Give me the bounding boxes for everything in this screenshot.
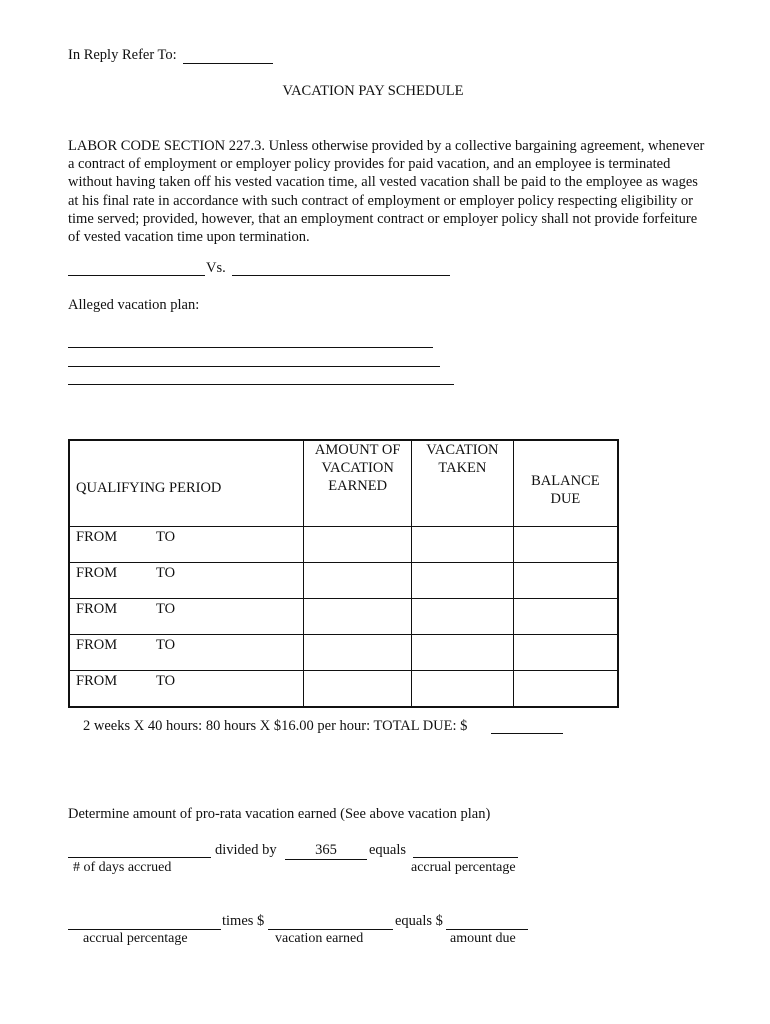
plan-line-3[interactable]	[68, 368, 454, 385]
balance-cell[interactable]	[513, 599, 618, 635]
from-label: FROM	[76, 565, 118, 581]
header-balance-line: DUE	[550, 490, 581, 507]
table-row	[69, 527, 618, 563]
header-earned-line: VACATION	[321, 460, 394, 476]
period-cell[interactable]	[69, 635, 304, 671]
equals-label: equals	[369, 842, 407, 858]
taken-cell[interactable]	[412, 671, 514, 708]
taken-cell[interactable]	[412, 527, 514, 563]
header-balance-line: BALANCE	[531, 472, 600, 489]
period-cell[interactable]	[69, 563, 304, 599]
earned-cell[interactable]	[304, 563, 412, 599]
vacation-schedule-table	[68, 439, 619, 708]
times-label: times $	[222, 913, 265, 929]
from-label: FROM	[76, 637, 118, 653]
header-balance-due	[513, 440, 618, 527]
vs-label: Vs.	[206, 260, 226, 276]
divided-by-label: divided by	[215, 842, 277, 858]
labor-code-paragraph: LABOR CODE SECTION 227.3. Unless otherwise provided by a collective bargaining agreement, whenever a contract of employment or employer policy provides for paid vacation, and an employee is terminated without having taken off his vested vacation time, all vested vacation shall be paid to the employee as wages at his final rate in accordance with such contract of employment or employer policy respecting eligibility or time served; provided, however, that an employment contract or employer policy shall not provide forfeiture of vested vacation time upon termination.	[68, 138, 705, 246]
from-label: FROM	[76, 673, 118, 689]
amount-due-field[interactable]	[446, 913, 528, 930]
header-taken-line: VACATION	[426, 442, 499, 458]
from-label: FROM	[76, 601, 118, 617]
total-due-text: 2 weeks X 40 hours: 80 hours X $16.00 per hour: TOTAL DUE: $	[83, 718, 468, 734]
header-amount-earned	[304, 440, 412, 527]
to-label: TO	[156, 565, 176, 581]
from-label: FROM	[76, 529, 118, 545]
taken-cell[interactable]	[412, 635, 514, 671]
vacation-earned-label: vacation earned	[275, 931, 364, 946]
table-header-row	[69, 440, 618, 527]
to-label: TO	[156, 529, 176, 545]
accrual-percentage-field[interactable]	[413, 841, 518, 858]
header-qualifying-period: QUALIFYING PERIOD	[69, 440, 304, 527]
table-row	[69, 563, 618, 599]
earned-cell[interactable]	[304, 527, 412, 563]
balance-cell[interactable]	[513, 671, 618, 708]
days-accrued-field[interactable]	[68, 841, 211, 858]
equals-dollar-label: equals $	[395, 913, 443, 929]
balance-cell[interactable]	[513, 635, 618, 671]
to-label: TO	[156, 637, 176, 653]
prorata-heading: Determine amount of pro-rata vacation earned (See above vacation plan)	[68, 806, 491, 822]
accrual-percentage-input[interactable]	[68, 913, 221, 930]
taken-cell[interactable]	[412, 563, 514, 599]
plan-line-1[interactable]	[68, 331, 433, 348]
table-row	[69, 635, 618, 671]
header-earned-line: AMOUNT OF	[314, 442, 401, 458]
period-cell[interactable]	[69, 671, 304, 708]
header-taken-line: TAKEN	[438, 460, 487, 476]
header-vacation-taken	[412, 440, 514, 527]
accrual-percentage-label: accrual percentage	[83, 931, 188, 946]
earned-cell[interactable]	[304, 599, 412, 635]
header-earned-line: EARNED	[328, 478, 388, 494]
total-due-field[interactable]	[491, 717, 563, 734]
earned-cell[interactable]	[304, 635, 412, 671]
to-label: TO	[156, 673, 176, 689]
employer-name-field[interactable]	[232, 259, 450, 276]
accrual-percentage-label: accrual percentage	[411, 860, 516, 875]
reply-refer-label: In Reply Refer To:	[68, 47, 177, 63]
plan-line-2[interactable]	[68, 350, 440, 367]
days-accrued-label: # of days accrued	[73, 860, 172, 875]
balance-cell[interactable]	[513, 563, 618, 599]
days-in-year-value: 365	[285, 842, 367, 860]
reply-refer-field[interactable]	[183, 47, 273, 64]
balance-cell[interactable]	[513, 527, 618, 563]
claimant-name-field[interactable]	[68, 259, 205, 276]
vacation-earned-field[interactable]	[268, 913, 393, 930]
page-title: VACATION PAY SCHEDULE	[282, 83, 464, 99]
alleged-plan-label: Alleged vacation plan:	[68, 297, 200, 313]
period-cell[interactable]	[69, 527, 304, 563]
earned-cell[interactable]	[304, 671, 412, 708]
amount-due-label: amount due	[450, 931, 516, 946]
table-row	[69, 671, 618, 708]
period-cell[interactable]	[69, 599, 304, 635]
table-row	[69, 599, 618, 635]
to-label: TO	[156, 601, 176, 617]
taken-cell[interactable]	[412, 599, 514, 635]
